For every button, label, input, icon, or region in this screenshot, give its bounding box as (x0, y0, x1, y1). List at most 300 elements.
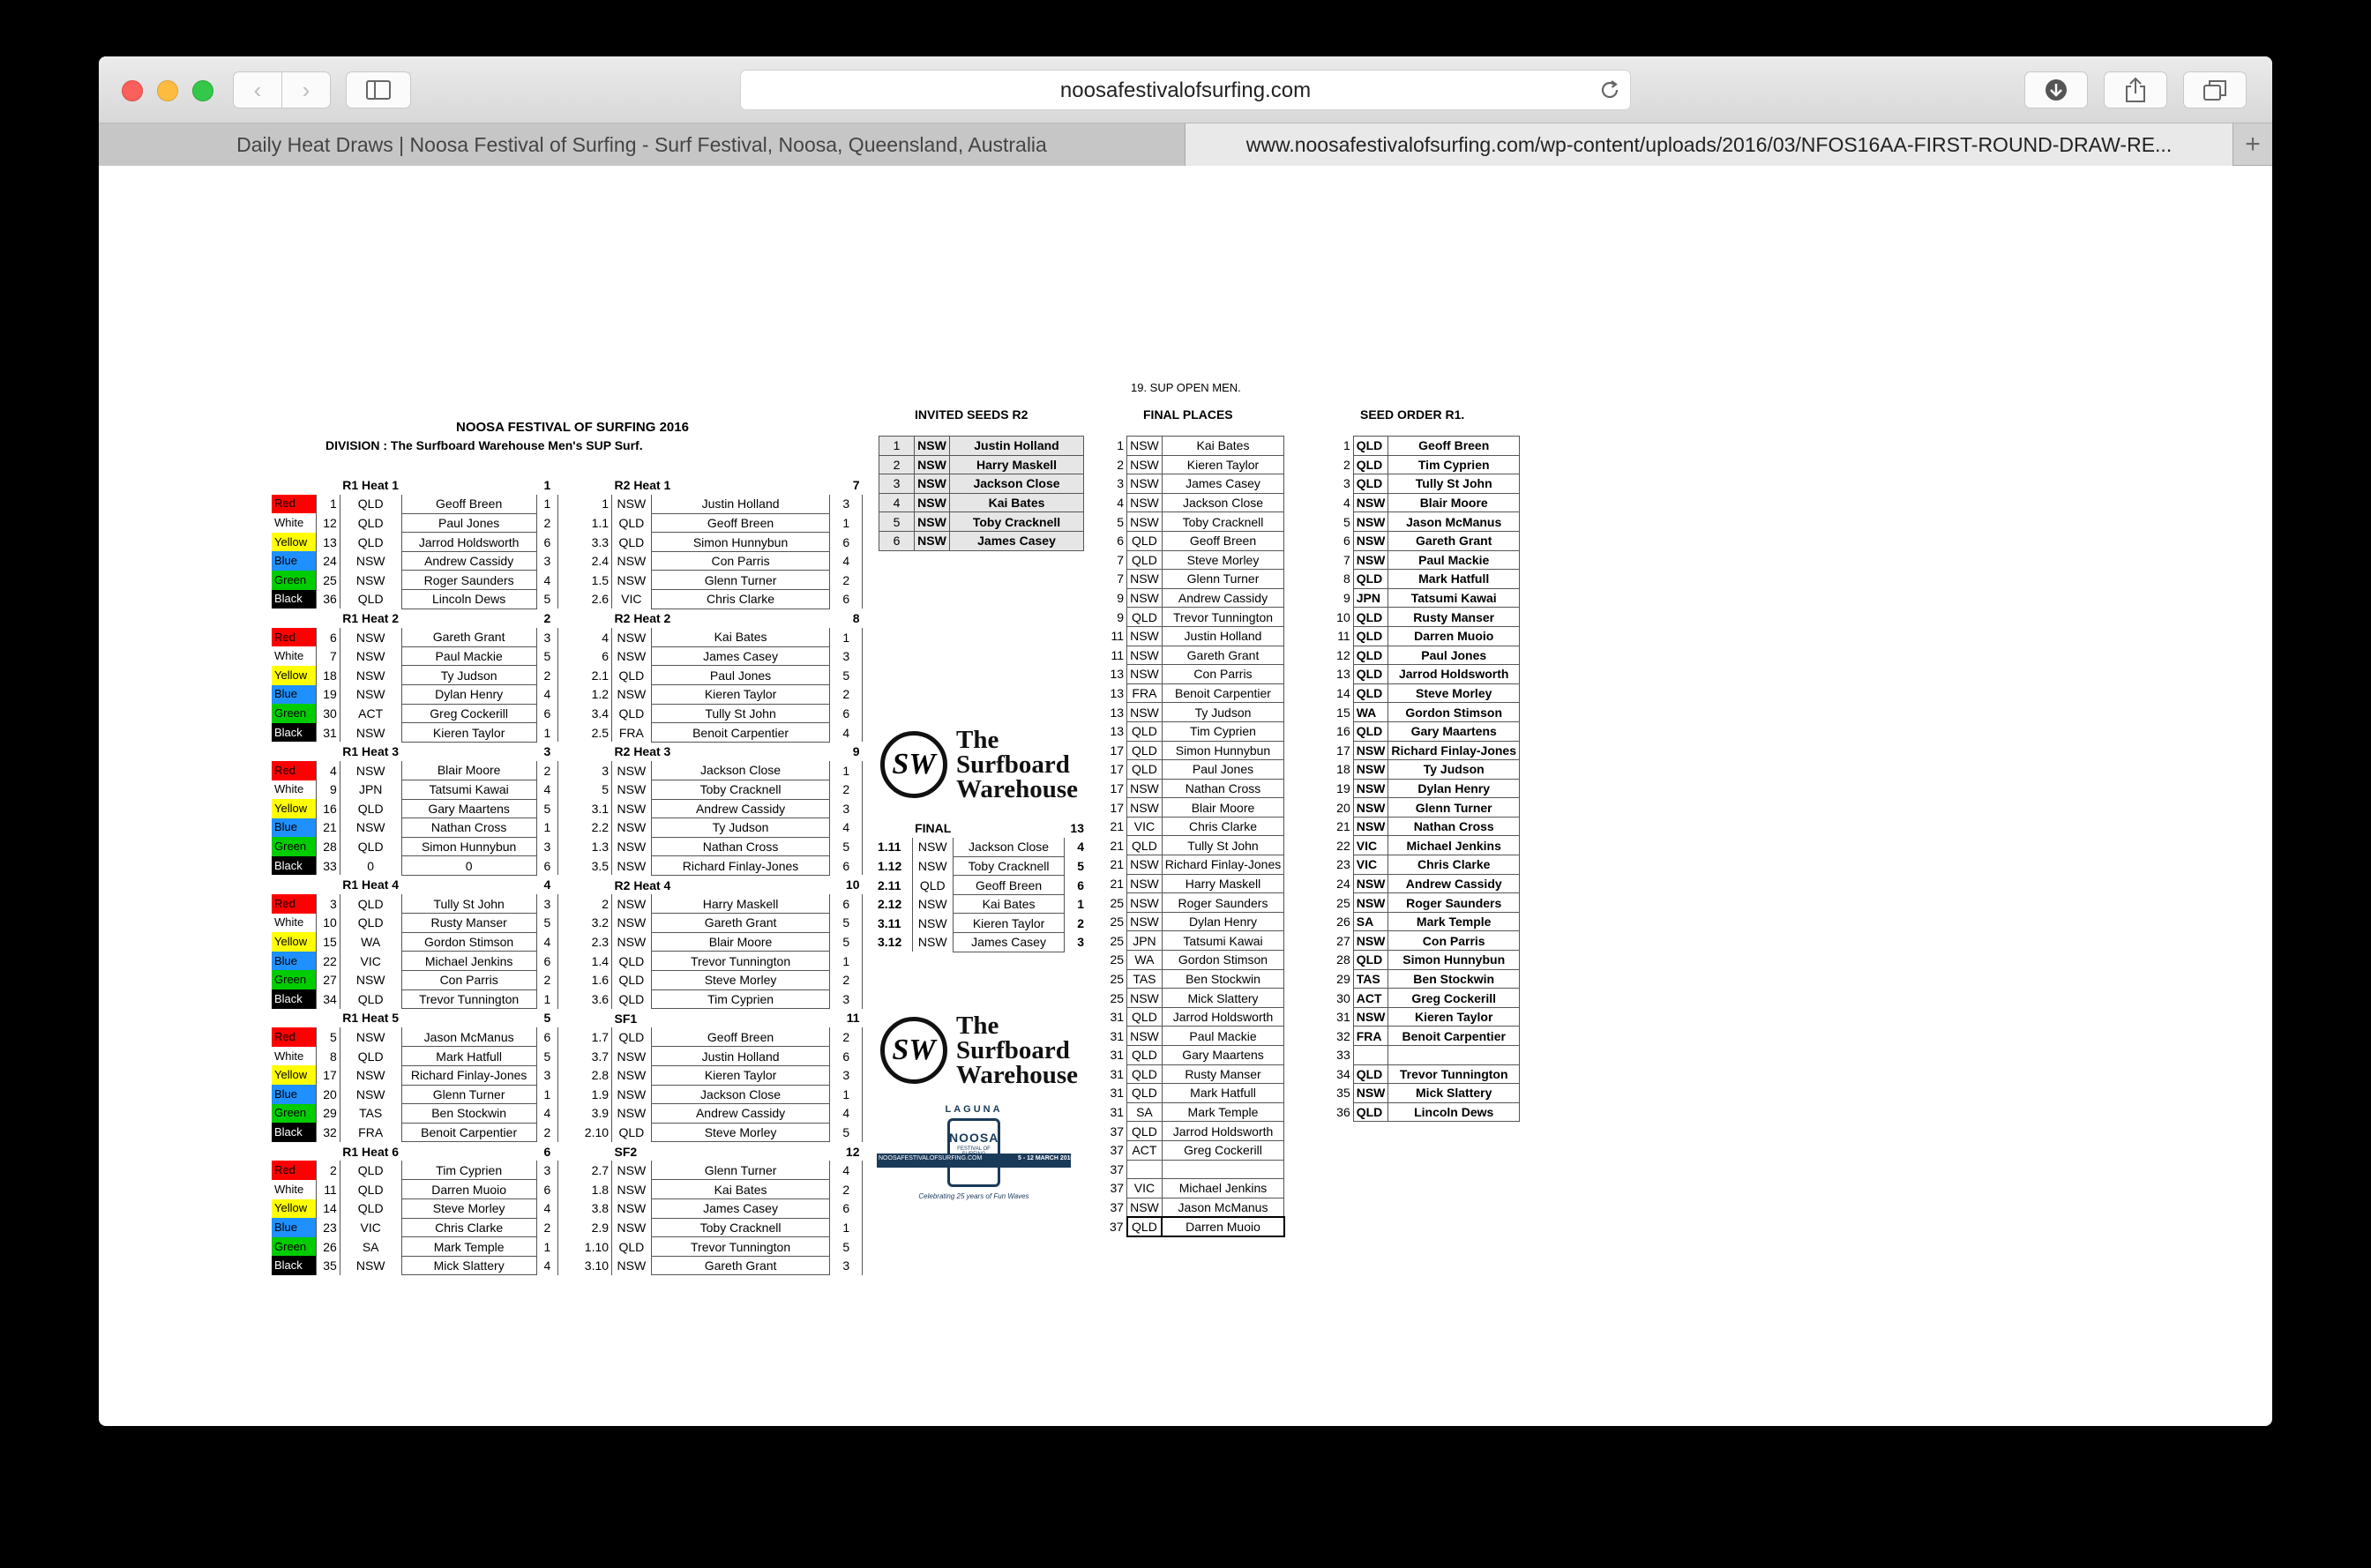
sw-circle-icon (880, 731, 947, 798)
place-cell: 13 (1110, 724, 1125, 739)
r1-heats-table (272, 475, 558, 1275)
reload-button[interactable] (1598, 78, 1621, 107)
surfer-name: Geoff Breen (1162, 531, 1284, 550)
state-cell: NSW (612, 551, 652, 571)
place-cell: 5 (830, 914, 863, 933)
place-cell: 37 (1110, 1124, 1125, 1139)
place-cell: 4 (536, 685, 557, 705)
seed-cell: 15 (316, 932, 340, 952)
surfer-name: Rusty Manser (1388, 608, 1520, 627)
spacer (316, 609, 340, 628)
place-cell: 4 (536, 1104, 557, 1124)
surfer-name: Glenn Turner (1162, 570, 1284, 589)
surfer-name: Glenn Turner (651, 1161, 830, 1180)
table-row (272, 513, 558, 533)
singlet-colour: Yellow (272, 1065, 316, 1085)
surfer-name: Mark Temple (1388, 912, 1520, 931)
place-cell: 3 (830, 1256, 863, 1275)
surfer-name: Darren Muoio (1162, 1217, 1284, 1236)
seed-cell: 14 (1336, 686, 1350, 701)
table-row (1107, 437, 1284, 456)
place-cell: 17 (1110, 743, 1125, 758)
surfer-name: Gareth Grant (1162, 646, 1284, 665)
state-cell: QLD (1353, 721, 1388, 741)
new-tab-button[interactable] (2233, 123, 2272, 166)
place-cell: 2 (536, 513, 557, 533)
surfer-name: Paul Mackie (401, 646, 536, 666)
surfer-name: Geoff Breen (401, 495, 536, 514)
singlet-colour: Green (272, 704, 316, 723)
table-row (1107, 721, 1284, 741)
table-row (1107, 817, 1284, 836)
place-cell: 2 (536, 1218, 557, 1237)
seed-cell: 5 (316, 1027, 340, 1047)
logo-mark: SW (892, 1034, 936, 1066)
state-cell: NSW (612, 628, 652, 647)
place-cell: 21 (1110, 819, 1125, 834)
table-row (272, 932, 558, 952)
state-cell: SA (1127, 1102, 1163, 1122)
state-cell: QLD (612, 970, 652, 989)
surfer-name: Con Parris (401, 970, 536, 989)
table-row (1107, 550, 1284, 570)
surfer-name: James Casey (1162, 474, 1284, 494)
seed-cell: 1.12 (875, 856, 912, 876)
seed-cell: 11 (1337, 629, 1350, 644)
heat-title: R1 Heat 1 (342, 477, 400, 492)
place-cell: 3 (830, 799, 863, 818)
tabs-icon (2203, 78, 2227, 101)
table-row (1107, 1198, 1284, 1217)
seed-cell: 2.7 (578, 1161, 612, 1180)
surfer-name: Justin Holland (950, 437, 1084, 456)
seed-cell: 1.7 (578, 1027, 612, 1047)
table-row (578, 1180, 863, 1199)
surfer-name: Nathan Cross (651, 837, 830, 856)
table-row (578, 685, 863, 705)
seed-cell: 18 (1336, 762, 1350, 777)
heat-title: R1 Heat 5 (342, 1011, 400, 1026)
singlet-colour: Blue (272, 952, 316, 971)
state-cell: QLD (1127, 608, 1163, 627)
seed-cell: 19 (316, 685, 340, 705)
surfer-name: Benoit Carpentier (651, 723, 830, 743)
seed-cell: 21 (316, 818, 340, 838)
state-cell: WA (1353, 703, 1388, 722)
seed-cell: 9 (316, 780, 340, 800)
spacer (316, 475, 340, 495)
state-cell: NSW (915, 455, 950, 474)
surfer-name: Toby Cracknell (651, 1218, 830, 1237)
state-cell: NSW (612, 646, 652, 666)
place-cell: 5 (536, 590, 557, 609)
place-cell: 5 (830, 932, 863, 952)
heat-number: 3 (543, 744, 551, 759)
table-row (1107, 836, 1284, 855)
seed-cell: 32 (316, 1123, 340, 1142)
invited-seeds-table (879, 436, 1084, 551)
surfer-name: Toby Cracknell (1162, 512, 1284, 532)
seed-cell: 1 (578, 495, 612, 514)
state-cell: NSW (612, 1180, 652, 1199)
seed-cell: 10 (316, 914, 340, 933)
seed-cell: 17 (316, 1065, 340, 1085)
place-cell: 21 (1110, 876, 1125, 891)
table-row (1107, 893, 1284, 913)
seed-cell: 5 (879, 512, 915, 532)
surfer-name: Dylan Henry (1388, 779, 1520, 798)
seed-cell: 2.4 (578, 551, 612, 571)
heat-header (578, 609, 863, 628)
place-cell: 3 (1077, 935, 1084, 950)
state-cell: QLD (340, 894, 401, 914)
seed-cell: 8 (1343, 571, 1350, 586)
place-cell: 17 (1110, 780, 1125, 795)
table-row (875, 914, 1087, 933)
table-row (1107, 570, 1284, 589)
singlet-colour: Red (272, 894, 316, 914)
surfer-name: Blair Moore (651, 932, 830, 952)
heat-title: R1 Heat 4 (342, 877, 400, 892)
table-row (1107, 989, 1284, 1008)
singlet-colour: Blue (272, 818, 316, 838)
surfer-name: Paul Jones (651, 666, 830, 685)
state-cell: NSW (340, 666, 401, 685)
table-row (1107, 874, 1284, 893)
place-cell: 1 (536, 1085, 557, 1104)
table-row (1107, 1179, 1284, 1198)
table-row (1107, 1084, 1284, 1103)
surfer-name: Chris Clarke (1162, 817, 1284, 836)
surfer-name: Jarrod Holdsworth (1162, 1007, 1284, 1027)
singlet-colour: White (272, 646, 316, 666)
seed-cell: 27 (316, 970, 340, 989)
seed-cell: 2.9 (578, 1218, 612, 1237)
heat-title: R2 Heat 3 (614, 744, 671, 759)
laguna-tagline: Celebrating 25 years of Fun Waves (918, 1192, 1029, 1200)
table-row (272, 1047, 558, 1066)
spacer (578, 475, 612, 495)
seed-order-title: SEED ORDER R1. (1360, 407, 1465, 422)
surfer-name: Kieren Taylor (1388, 1007, 1520, 1027)
state-cell: NSW (612, 1104, 652, 1124)
seed-cell: 3.8 (578, 1199, 612, 1219)
place-cell: 2 (830, 970, 863, 989)
table-row (875, 838, 1087, 857)
state-cell: QLD (1353, 608, 1388, 627)
state-cell: NSW (1127, 493, 1163, 512)
state-cell: NSW (915, 474, 950, 494)
surfer-name: Jackson Close (651, 761, 830, 780)
place-cell: 4 (830, 723, 863, 743)
surfboard-warehouse-logo-2 (880, 1004, 1092, 1101)
state-cell: QLD (612, 704, 652, 723)
surfer-name: Tim Cyprien (1388, 455, 1520, 474)
seed-cell: 3 (879, 474, 915, 494)
festival-text: FESTIVAL OF (957, 1146, 991, 1152)
place-cell: 5 (830, 837, 863, 856)
place-cell: 3 (830, 495, 863, 514)
heat-number: 1 (543, 477, 551, 492)
state-cell: QLD (1353, 570, 1388, 589)
state-cell: QLD (1353, 951, 1388, 970)
table-row (1328, 931, 1520, 951)
singlet-colour: Yellow (272, 799, 316, 818)
logo-text: The (956, 726, 999, 754)
state-cell: QLD (1353, 455, 1388, 474)
state-cell: NSW (1127, 512, 1163, 532)
table-row (1328, 474, 1520, 494)
state-cell: NSW (1353, 779, 1388, 798)
state-cell: NSW (912, 933, 953, 952)
state-cell: QLD (340, 1161, 401, 1180)
heat-header (272, 1142, 558, 1161)
r2-heats-table (578, 475, 863, 1275)
surfer-name: Simon Hunnybun (651, 533, 830, 552)
tab-heat-draws[interactable] (99, 123, 1186, 166)
state-cell: QLD (612, 666, 652, 685)
place-cell: 1 (830, 761, 863, 780)
surfer-name: Ty Judson (1388, 760, 1520, 780)
table-row (272, 761, 558, 780)
surfer-name: Jarrod Holdsworth (1388, 665, 1520, 684)
state-cell: NSW (915, 531, 950, 550)
state-cell: WA (1127, 951, 1163, 970)
table-row (578, 932, 863, 952)
table-row (578, 799, 863, 818)
place-cell: 31 (1110, 1105, 1125, 1120)
place-cell: 6 (830, 856, 863, 876)
state-cell: VIC (340, 1218, 401, 1237)
forward-button[interactable] (281, 71, 331, 108)
singlet-colour: Red (272, 628, 316, 647)
table-row (1328, 893, 1520, 913)
state-cell: NSW (340, 1256, 401, 1275)
state-cell: QLD (340, 799, 401, 818)
singlet-colour: Yellow (272, 666, 316, 685)
pdf-page (108, 167, 2263, 1419)
surfer-name: Blair Moore (1162, 798, 1284, 818)
state-cell: FRA (340, 1123, 401, 1142)
state-cell: TAS (1353, 969, 1388, 989)
seed-cell: 20 (316, 1085, 340, 1104)
table-row (1328, 437, 1520, 456)
table-row (1107, 474, 1284, 494)
place-cell: 37 (1110, 1143, 1125, 1158)
state-cell: QLD (1353, 683, 1388, 703)
state-cell: QLD (340, 914, 401, 933)
state-cell: NSW (612, 495, 652, 514)
state-cell: NSW (1127, 474, 1163, 494)
surfer-name: Tim Cyprien (1162, 721, 1284, 741)
surfer-name: Nathan Cross (401, 818, 536, 838)
singlet-colour: Black (272, 856, 316, 876)
place-cell: 1 (536, 818, 557, 838)
sidebar-button[interactable] (346, 71, 411, 108)
seed-cell: 3 (1343, 476, 1350, 491)
heat-number: 2 (543, 610, 551, 625)
state-cell: NSW (1127, 703, 1163, 722)
surfer-name: Mick Slattery (1162, 989, 1284, 1008)
state-cell: NSW (612, 761, 652, 780)
table-row (578, 628, 863, 647)
state-cell: NSW (1353, 1084, 1388, 1103)
surfer-name: Mark Hatfull (1388, 570, 1520, 589)
close-window-button[interactable] (122, 80, 143, 101)
table-row (1107, 951, 1284, 970)
state-cell: NSW (612, 932, 652, 952)
place-cell: 3 (536, 551, 557, 571)
table-row (272, 989, 558, 1009)
table-row (1328, 951, 1520, 970)
seed-cell: 30 (316, 704, 340, 723)
singlet-colour: White (272, 1047, 316, 1066)
state-cell: VIC (612, 590, 652, 609)
table-row (1328, 626, 1520, 646)
singlet-colour: Blue (272, 1218, 316, 1237)
table-row (272, 571, 558, 590)
table-row (1107, 493, 1284, 512)
table-row (1328, 646, 1520, 665)
state-cell: QLD (1353, 474, 1388, 494)
logo-group (880, 719, 1092, 816)
surfer-name: James Casey (651, 1199, 830, 1219)
seed-cell: 32 (1336, 1028, 1350, 1043)
seed-cell: 1.2 (578, 685, 612, 705)
place-cell: 6 (1117, 534, 1125, 549)
spacer (401, 742, 536, 761)
state-cell (1127, 1160, 1163, 1179)
surfer-name: Gareth Grant (401, 628, 536, 647)
singlet-colour: Red (272, 1027, 316, 1047)
table-row (272, 590, 558, 609)
surfer-name: Greg Cockerill (1388, 989, 1520, 1008)
table-row (578, 761, 863, 780)
spacer (272, 1142, 316, 1161)
state-cell: TAS (1127, 969, 1163, 989)
table-row (1107, 512, 1284, 532)
state-cell: NSW (1127, 893, 1163, 913)
seed-cell: 3.2 (578, 914, 612, 933)
table-row (272, 894, 558, 914)
place-cell: 2 (536, 761, 557, 780)
place-cell: 6 (830, 894, 863, 914)
surfer-name: Nathan Cross (1388, 817, 1520, 836)
state-cell: QLD (612, 952, 652, 971)
state-cell: QLD (1127, 531, 1163, 550)
surfer-name: Paul Jones (401, 513, 536, 533)
surfer-name: James Casey (953, 933, 1064, 952)
state-cell: QLD (612, 1027, 652, 1047)
surfer-name: Gareth Grant (651, 914, 830, 933)
table-row (1107, 1102, 1284, 1122)
seed-cell: 6 (578, 646, 612, 666)
surfer-name: Harry Maskell (950, 455, 1084, 474)
surfer-name: Roger Saunders (1388, 893, 1520, 913)
table-row (578, 551, 863, 571)
surfer-name: Tully St John (651, 704, 830, 723)
state-cell: NSW (1127, 1027, 1163, 1046)
surfer-name: Kieren Taylor (953, 914, 1064, 933)
address-bar[interactable] (740, 70, 1631, 110)
table-row (578, 571, 863, 590)
table-row (1107, 531, 1284, 550)
table-row (875, 894, 1087, 914)
back-button[interactable] (233, 71, 282, 108)
surfer-name: 0 (401, 856, 536, 876)
place-cell: 4 (536, 571, 557, 590)
surfer-name: Ben Stockwin (401, 1104, 536, 1124)
state-cell: QLD (1127, 1046, 1163, 1065)
state-cell: NSW (1353, 874, 1388, 893)
table-row (1328, 779, 1520, 798)
table-row (1107, 665, 1284, 684)
table-row (1328, 608, 1520, 627)
place-cell: 17 (1110, 762, 1125, 777)
state-cell: QLD (1127, 1007, 1163, 1027)
zoom-window-button[interactable] (192, 80, 213, 101)
seed-cell: 1 (1343, 438, 1350, 453)
surfer-name: Justin Holland (651, 495, 830, 514)
table-row (578, 952, 863, 971)
surfer-name: Jackson Close (950, 474, 1084, 494)
table-row (1107, 1064, 1284, 1084)
table-row (578, 1199, 863, 1219)
place-cell: 11 (1111, 629, 1125, 644)
spacer (578, 742, 612, 761)
spacer (316, 742, 340, 761)
singlet-colour: Green (272, 970, 316, 989)
table-row (578, 704, 863, 723)
place-cell: 6 (536, 533, 557, 552)
minimize-window-button[interactable] (157, 80, 178, 101)
spacer (578, 1009, 612, 1028)
seed-cell: 22 (1336, 838, 1350, 853)
noosa-badge-text: NOOSA (949, 1131, 999, 1145)
seed-cell: 3.3 (578, 533, 612, 552)
seed-cell: 3.10 (578, 1256, 612, 1275)
downloads-button[interactable] (2024, 71, 2088, 108)
state-cell: NSW (340, 761, 401, 780)
share-button[interactable] (2104, 71, 2167, 108)
surfer-name: Chris Clarke (651, 590, 830, 609)
seed-cell: 2 (1343, 457, 1350, 472)
invited-seeds-title: INVITED SEEDS R2 (915, 407, 1028, 422)
surfer-name: Roger Saunders (401, 571, 536, 590)
tabs-overview-button[interactable] (2183, 71, 2247, 108)
singlet-colour: Black (272, 1256, 316, 1275)
state-cell: QLD (1127, 1217, 1163, 1236)
place-cell: 6 (830, 1047, 863, 1066)
seed-cell: 24 (1336, 876, 1350, 891)
table-row (272, 970, 558, 989)
seed-cell: 33 (316, 856, 340, 876)
tab-bar (99, 123, 2272, 166)
surfer-name: Ty Judson (1162, 703, 1284, 722)
surfer-name: Simon Hunnybun (1388, 951, 1520, 970)
singlet-colour: Red (272, 1161, 316, 1180)
seed-cell: 3.5 (578, 856, 612, 876)
place-cell: 1 (830, 1085, 863, 1104)
surfer-name: Tully St John (1162, 836, 1284, 855)
surfer-name: Geoff Breen (953, 876, 1064, 895)
heat-header (578, 1009, 863, 1028)
place-cell: 25 (1110, 895, 1125, 910)
state-cell: NSW (612, 894, 652, 914)
place-cell: 4 (536, 1199, 557, 1219)
table-row (879, 531, 1084, 550)
tab-pdf[interactable] (1186, 123, 2233, 166)
